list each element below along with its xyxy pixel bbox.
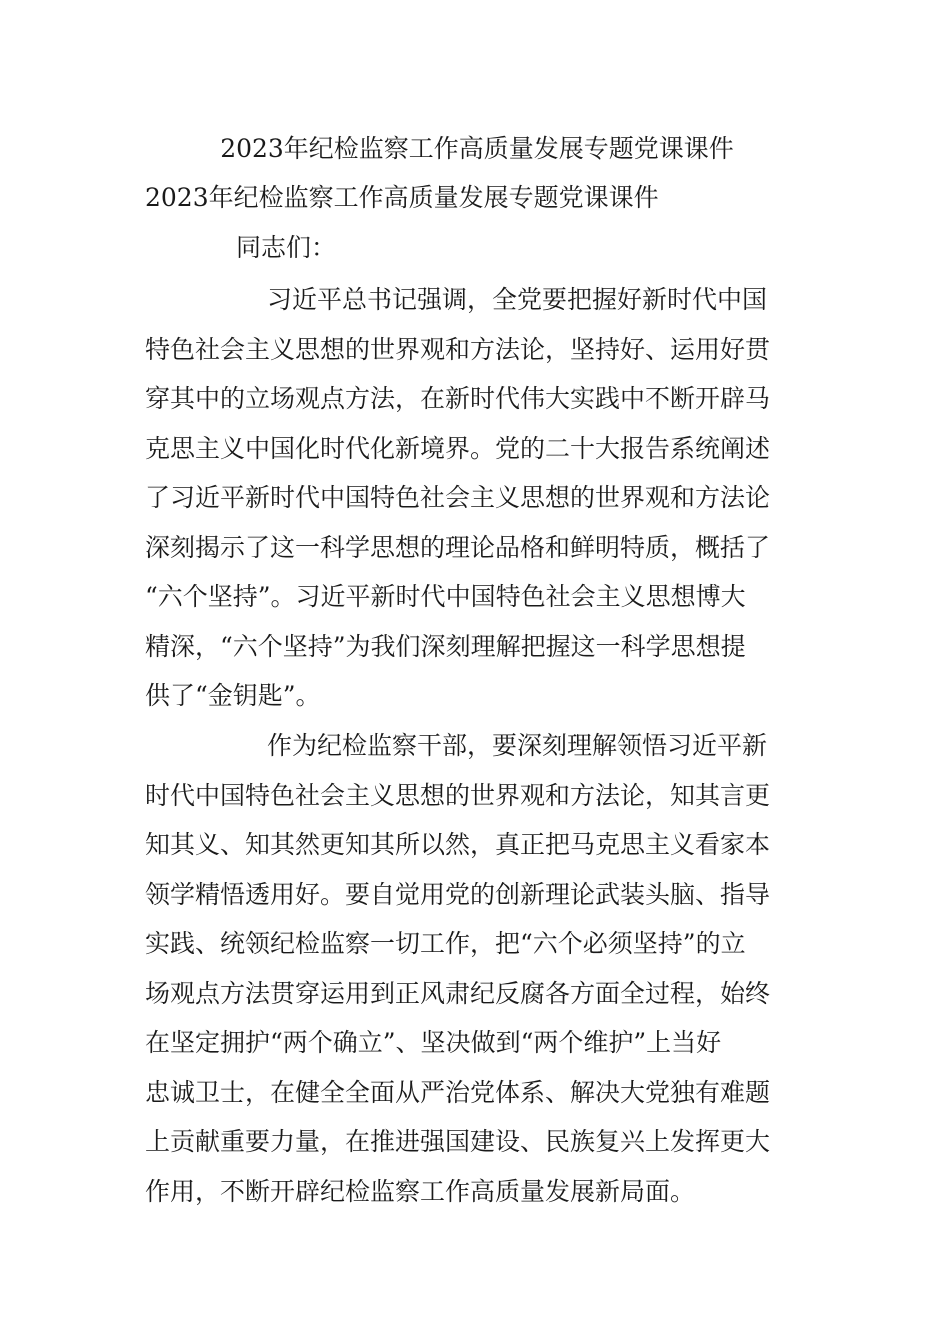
paragraph-line: 特色社会主义思想的世界观和方法论，坚持好、运用好贯 [145, 334, 771, 364]
paragraph-line: 时代中国特色社会主义思想的世界观和方法论，知其言更 [145, 780, 771, 810]
paragraph-line: 穿其中的立场观点方法，在新时代伟大实践中不断开辟马 [145, 384, 771, 413]
salutation: 同志们： [236, 233, 337, 262]
paragraph-line: 忠诚卫士，在健全全面从严治党体系、解决大党独有难题 [145, 1077, 771, 1107]
paragraph-line: 作用，不断开辟纪检监察工作高质量发展新局面。 [145, 1176, 696, 1206]
paragraph-line: 深刻揭示了这一科学思想的理论品格和鲜明特质，概括了 [145, 532, 771, 562]
paragraph-line: “六个坚持”。习近平新时代中国特色社会主义思想博大 [145, 582, 746, 611]
paragraph-line: 了习近平新时代中国特色社会主义思想的世界观和方法论 [145, 483, 771, 512]
paragraph-line: 实践、统领纪检监察一切工作，把“六个必须坚持”的立 [145, 929, 746, 958]
paragraph-line: 精深，“六个坚持”为我们深刻理解把握这一科学思想提 [145, 631, 746, 661]
paragraph-line: 习近平总书记强调，全党要把握好新时代中国 [267, 285, 768, 314]
paragraph-line: 供了“金钥匙”。 [145, 681, 321, 710]
document-title [0, 134, 950, 164]
paragraph-1 [145, 275, 810, 721]
document-subtitle: 2023年纪检监察工作高质量发展专题党课课件 [145, 183, 659, 212]
paragraph-line: 上贡献重要力量，在推进强国建设、民族复兴上发挥更大 [145, 1127, 771, 1156]
paragraph-line: 克思主义中国化时代化新境界。党的二十大报告系统阐述 [145, 433, 771, 463]
paragraph-line: 场观点方法贯穿运用到正风肃纪反腐各方面全过程，始终 [145, 978, 771, 1008]
paragraph-line: 知其义、知其然更知其所以然，真正把马克思主义看家本 [145, 830, 771, 859]
paragraph-line: 作为纪检监察干部，要深刻理解领悟习近平新 [267, 731, 768, 760]
paragraph-line: 领学精悟透用好。要自觉用党的创新理论武装头脑、指导 [145, 879, 771, 909]
paragraph-2 [145, 721, 810, 1216]
document-title-text: 2023年纪检监察工作高质量发展专题党课课件 [220, 134, 734, 163]
paragraph-line: 在坚定拥护“两个确立”、坚决做到“两个维护”上当好 [145, 1028, 722, 1057]
